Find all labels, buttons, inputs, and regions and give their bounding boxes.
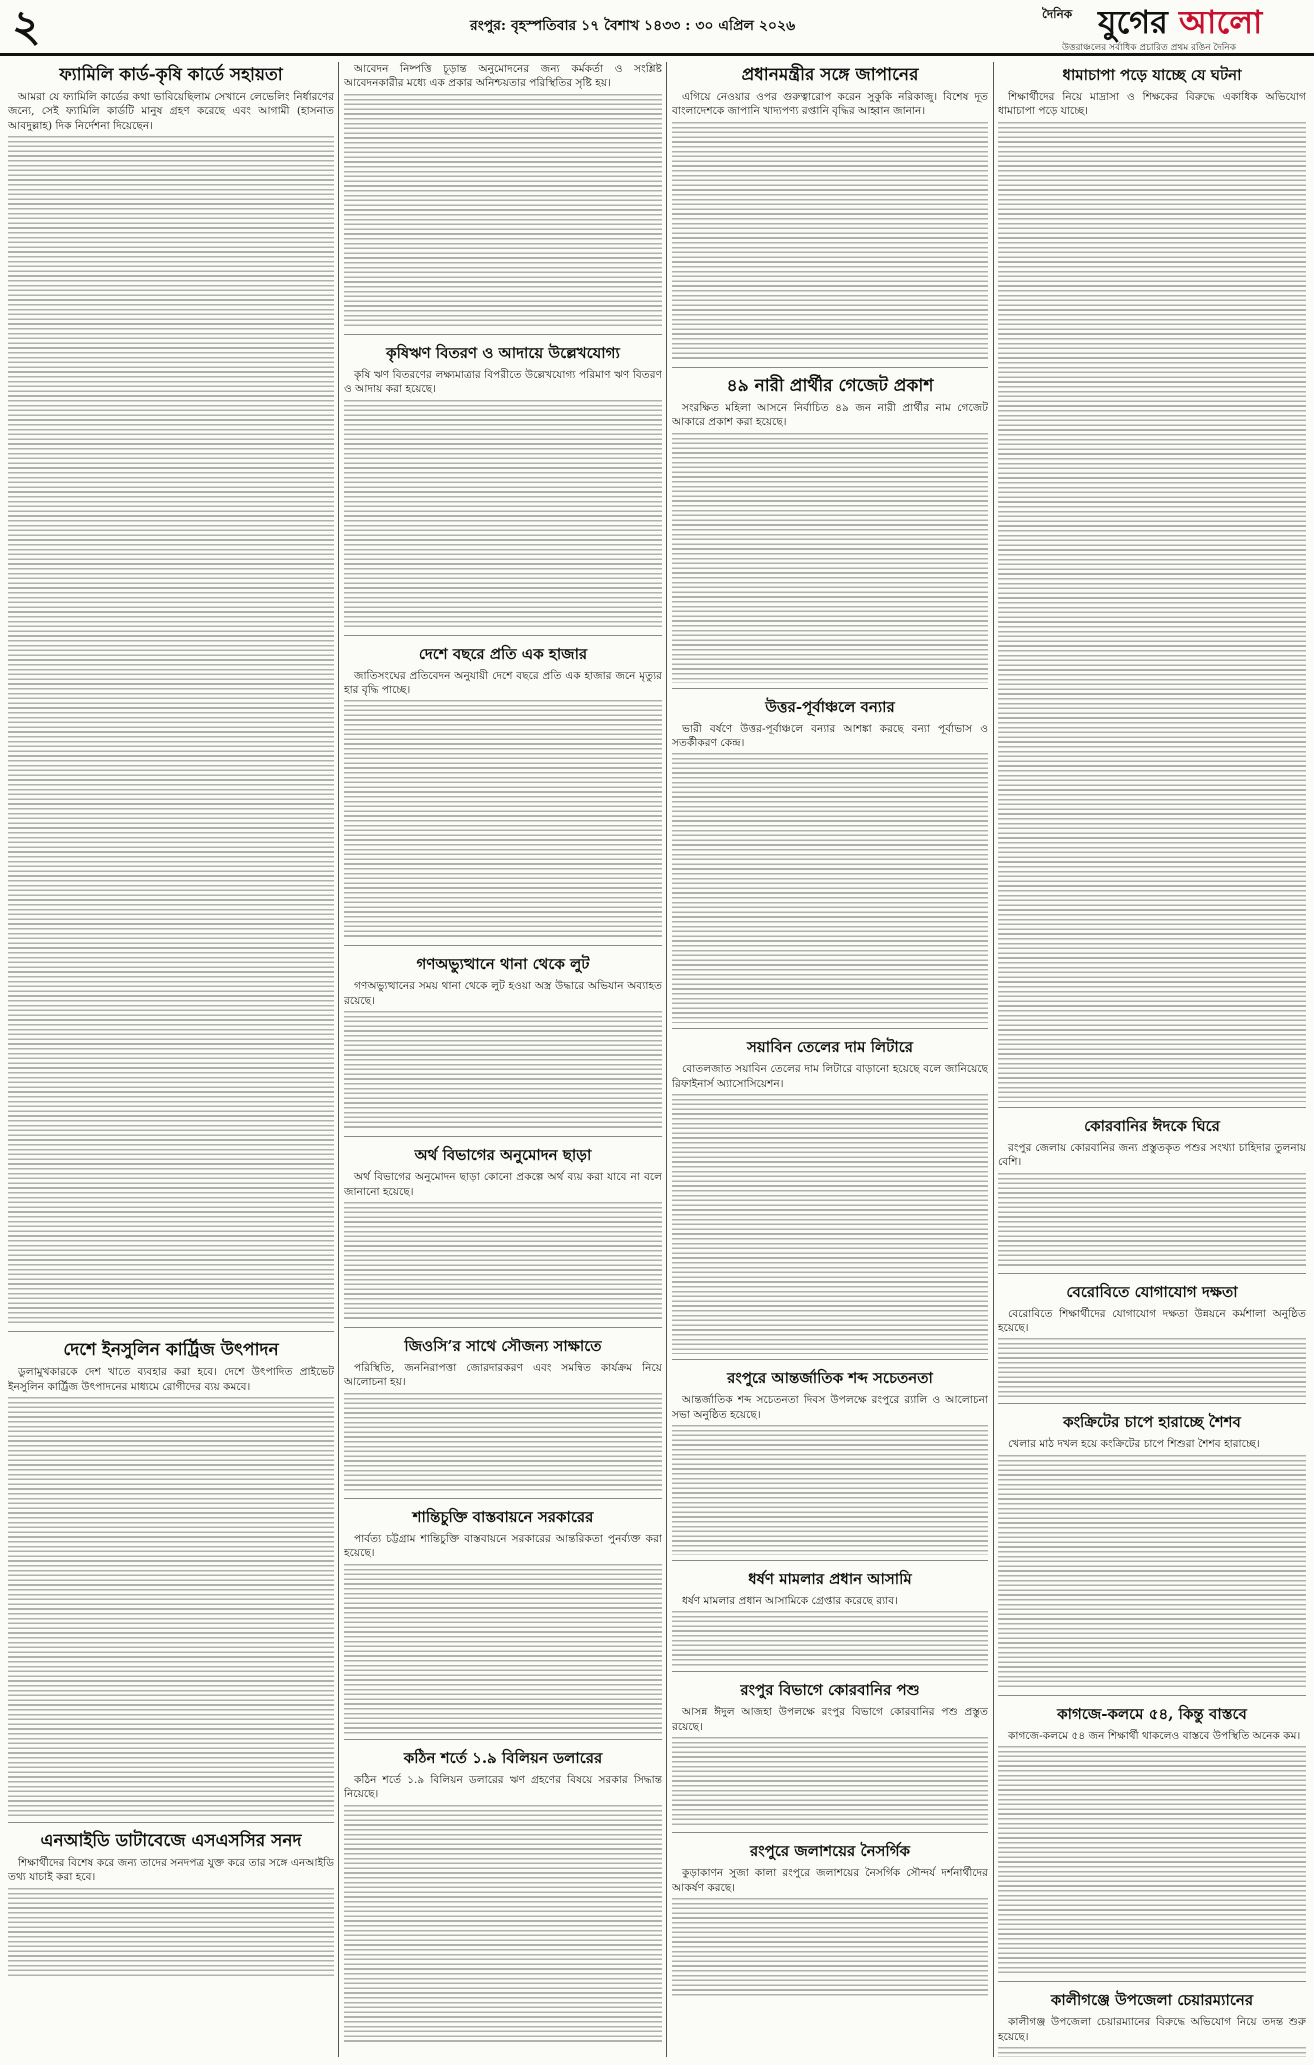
article-body — [998, 1141, 1306, 1268]
article-nid-ssc — [8, 1828, 334, 1983]
article-headline: ধামাচাপা পড়ে যাচ্ছে যে ঘটনা — [1062, 66, 1242, 84]
article-body — [344, 368, 662, 630]
article-headline: কঠিন শর্তে ১.৯ বিলিয়ন ডলারের — [403, 1748, 603, 1767]
article-kaliganj-chairman — [998, 1987, 1306, 2057]
article-headline: ফ্যামিলি কার্ড-কৃষি কার্ডে সহায়তা — [59, 65, 283, 85]
article-family-card — [8, 62, 334, 1332]
article-headline: কৃষিঋণ বিতরণ ও আদায়ে উল্লেখযোগ্য — [386, 343, 620, 362]
article-body — [344, 1170, 662, 1322]
article-body — [344, 1361, 662, 1493]
article-body — [672, 1594, 988, 1666]
article-lead: সংরক্ষিত মহিলা আসনে নির্বাচিত ৪৯ জন নারী প্রার্থীর নাম গেজেট আকারে প্রকাশ করা হয়েছে। — [672, 401, 988, 429]
article-text-lines — [998, 2047, 1306, 2057]
article-headline: দেশে বছরে প্রতি এক হাজার — [418, 644, 588, 663]
article-body — [672, 1393, 988, 1555]
article-pm-japan — [672, 62, 988, 368]
article-yearly-rate — [344, 641, 662, 947]
column-divider — [666, 62, 667, 2057]
article-lead: শিক্ষার্থীদের নিয়ে মাদ্রাসা ও শিক্ষকের বিরুদ্ধে একাধিক অভিযোগ ধামাচাপা পড়ে যাচ্ছে। — [998, 91, 1306, 118]
article-headline: ৪৯ নারী প্রার্থীর গেজেট প্রকাশ — [726, 375, 934, 396]
column-1 — [8, 62, 334, 2057]
article-agri-loan — [344, 340, 662, 636]
article-peace-accord — [344, 1504, 662, 1740]
article-headline: প্রধানমন্ত্রীর সঙ্গে জাপানের — [741, 65, 919, 85]
article-text-lines — [344, 1564, 662, 1734]
article-headline: কাগজে-কলমে ৫৪, কিন্তু বাস্তবে — [1057, 1704, 1247, 1723]
newspaper-logo — [1042, 2, 1302, 52]
article-text-lines — [998, 1746, 1306, 1976]
article-sacrificial-animals — [672, 1677, 988, 1833]
logo-wordmark — [1098, 2, 1262, 42]
article-finance-approval — [344, 1142, 662, 1328]
article-text-lines — [672, 1737, 988, 1827]
column-divider — [338, 62, 339, 2057]
article-headline: রংপুরে জলাশয়ের নৈসর্গিক — [749, 1842, 911, 1861]
column-3 — [672, 62, 988, 2057]
article-text-lines — [672, 753, 988, 1023]
article-body — [998, 1437, 1306, 1689]
dateline: রংপুর: বৃহস্পতিবার ১৭ বৈশাখ ১৪৩৩ : ৩০ এপ্রিল ২০২৬ — [470, 18, 796, 34]
article-body — [672, 1705, 988, 1827]
page-number: ২ — [12, 1, 41, 52]
article-headline: গণঅভ্যুত্থানে থানা থেকে লুট — [416, 955, 590, 974]
article-rape-case — [672, 1566, 988, 1672]
article-text-lines — [672, 122, 988, 362]
article-body — [998, 90, 1306, 1102]
article-lead: খেলার মাঠ দখল হয়ে কংক্রিটের চাপে শিশুরা শৈশব হারাচ্ছে। — [1008, 1438, 1260, 1451]
article-headline: কংক্রিটের চাপে হারাচ্ছে শৈশব — [1063, 1413, 1241, 1432]
article-lead: আসন্ন ঈদুল আজহা উপলক্ষে রংপুর বিভাগে কোরবানির পশু প্রস্তুত রয়েছে। — [672, 1706, 988, 1733]
article-text-lines — [344, 700, 662, 940]
article-text-lines — [8, 1888, 334, 1978]
article-text-lines — [344, 400, 662, 630]
article-body — [672, 722, 988, 1024]
article-text-lines — [8, 136, 334, 1326]
article-body — [344, 62, 662, 329]
logo-part-2: আলো — [1179, 3, 1263, 41]
article-headline: উত্তর-পূর্বাঞ্চলে বন্যার — [765, 697, 895, 716]
article-text-lines — [998, 1173, 1306, 1268]
column-divider — [993, 62, 994, 2057]
article-headline: ধর্ষণ মামলার প্রধান আসামি — [748, 1570, 912, 1589]
article-goc-meeting — [344, 1333, 662, 1499]
article-headline: অর্থ বিভাগের অনুমোদন ছাড়া — [414, 1146, 592, 1165]
article-text-lines — [672, 1611, 988, 1666]
article-lead: আন্তর্জাতিক শব্দ সচেতনতা দিবস উপলক্ষে রংপুরে র‍্যালি ও আলোচনা সভা অনুষ্ঠিত হয়েছে। — [672, 1394, 988, 1421]
article-headline: রংপুরে আন্তর্জাতিক শব্দ সচেতনতা — [727, 1369, 933, 1388]
article-lead: পার্বত্য চট্টগ্রাম শান্তিচুক্তি বাস্তবায়নে সরকারের আন্তরিকতা পুনর্ব্যক্ত করা হয়েছে। — [344, 1532, 662, 1560]
article-text-lines — [998, 1338, 1306, 1398]
article-text-lines — [344, 1805, 662, 2045]
article-continuation — [344, 62, 662, 335]
article-headline: বেরোবিতে যোগাযোগ দক্ষতা — [1066, 1282, 1238, 1301]
article-lead: ধর্ষণ মামলার প্রধান আসামিকে গ্রেপ্তার করেছে র‍্যাব। — [682, 1595, 898, 1608]
article-insulin — [8, 1337, 334, 1823]
article-brur-communication — [998, 1279, 1306, 1405]
article-lead: শিক্ষার্থীদের বিশেষ করে জন্য তাদের সনদপত্র যুক্ত করে তার সঙ্গে এনআইডি তথ্য যাচাই করা হবে। — [8, 1857, 334, 1884]
article-lead: ডুলামুখকারকে দেশ খাতে ব্যবহার করা হবে। দেশে উৎপাদিত প্রাইভেট ইনসুলিন কার্ট্রিজ উৎপাদনের মাধ্যমে রোগীদের ব্যয় কমবে। — [8, 1366, 334, 1393]
article-lead: অর্থ বিভাগের অনুমোদন ছাড়া কোনো প্রকল্পে অর্থ ব্যয় করা যাবে না বলে জানানো হয়েছে। — [344, 1171, 662, 1198]
article-body — [998, 1307, 1306, 1399]
article-body — [672, 401, 988, 683]
article-body — [672, 90, 988, 362]
article-text-lines — [344, 1011, 662, 1131]
article-body — [8, 1365, 334, 1817]
article-text-lines — [672, 1898, 988, 1998]
article-police-loot — [344, 951, 662, 1137]
article-lead: কাগজে-কলমে ৫৪ জন শিক্ষার্থী থাকলেও বাস্তবে উপস্থিতি অনেক কম। — [1008, 1729, 1301, 1742]
article-body — [998, 1729, 1306, 1976]
article-flood — [672, 694, 988, 1030]
article-women-gazette — [672, 373, 988, 689]
article-body — [344, 1773, 662, 2045]
article-body — [672, 1866, 988, 1998]
column-2 — [344, 62, 662, 2057]
article-lead: বেরোবিতে শিক্ষার্থীদের যোগাযোগ দক্ষতা উন্নয়নে কর্মশালা অনুষ্ঠিত হয়েছে। — [998, 1307, 1306, 1335]
article-headline: জিওসি’র সাথে সৌজন্য সাক্ষাতে — [404, 1337, 602, 1356]
article-body — [8, 1856, 334, 1978]
article-lead: রংপুর জেলায় কোরবানির জন্য প্রস্তুতকৃত পশুর সংখ্যা চাহিদার তুলনায় বেশি। — [998, 1141, 1306, 1169]
article-text-lines — [998, 122, 1306, 1102]
article-text-lines — [672, 1425, 988, 1555]
article-wetland-scenery — [672, 1838, 988, 2003]
article-headline: সয়াবিন তেলের দাম লিটারে — [747, 1038, 913, 1057]
article-lead: জাতিসংঘের প্রতিবেদন অনুযায়ী দেশে বছরে প্রতি এক হাজার জনে মৃত্যুর হার বৃদ্ধি পাচ্ছে। — [344, 669, 662, 697]
logo-part-1: যুগের — [1098, 3, 1168, 41]
article-headline: রংপুর বিভাগে কোরবানির পশু — [740, 1681, 920, 1700]
article-body — [998, 2015, 1306, 2057]
article-headline: এনআইডি ডাটাবেজে এসএসসির সনদ — [40, 1831, 302, 1852]
article-body — [344, 1532, 662, 1734]
article-text-lines — [344, 1202, 662, 1322]
article-body — [344, 669, 662, 941]
article-headline: শান্তিচুক্তি বাস্তবায়নে সরকারের — [412, 1507, 594, 1526]
article-eid-animals — [998, 1113, 1306, 1274]
article-lead: আমরা যে ফ্যামিলি কার্ডের কথা ভাবিয়েছিলাম সেখানে লেভেলিং নির্ধারণের জন্যে, সেই ফ্যামিলি কার্ডটি মানুষ গ্রহণ করেছে এবং আগামী (হাসনাত আবদুল্লাহ) দিক নির্দেশনা দিয়েছেন। — [8, 91, 334, 132]
article-lead: ভারী বর্ষণে উত্তর-পূর্বাঞ্চলে বন্যার আশঙ্কা করছে বন্যা পূর্বাভাস ও সতর্কীকরণ কেন্দ্র। — [672, 722, 988, 750]
article-lead: এগিয়ে নেওয়ার ওপর গুরুত্বারোপ করেন সুকুকি নরিকাজু। বিশেষ দূত বাংলাদেশকে জাপানি খাদ্যপণ্য রপ্তানি বৃদ্ধির আহ্বান জানান। — [672, 91, 988, 118]
article-headline: কোরবানির ঈদকে ঘিরে — [1084, 1116, 1220, 1135]
article-headline: দেশে ইনসুলিন কার্ট্রিজ উৎপাদন — [63, 1340, 279, 1361]
article-lead: কঠিন শর্তে ১.৯ বিলিয়ন ডলারের ঋণ গ্রহণের বিষয়ে সরকার সিদ্ধান্ত নিয়েছে। — [344, 1773, 662, 1801]
article-lead: আবেদন নিষ্পত্তি চূড়ান্ত অনুমোদনের জন্য কর্মকর্তা ও সংশ্লিষ্ট আবেদনকারীর মধ্যে এক প্রকার অনিশ্চয়তার পরিস্থিতির সৃষ্টি হয়। — [344, 63, 662, 90]
article-text-lines — [998, 1455, 1306, 1690]
logo-tagline: উত্তরাঞ্চলের সর্বাধিক প্রচারিত প্রথম রঙিন দৈনিক — [1062, 43, 1237, 53]
masthead — [0, 0, 1314, 56]
article-text-lines — [344, 1393, 662, 1493]
article-body — [672, 1062, 988, 1354]
article-soybean-oil — [672, 1034, 988, 1360]
article-body — [8, 90, 334, 1326]
article-suppressed-incident — [998, 62, 1306, 1108]
article-text-lines — [672, 433, 988, 683]
article-on-paper-54 — [998, 1701, 1306, 1982]
article-lead: কৃষি ঋণ বিতরণের লক্ষ্যমাত্রার বিপরীতে উল্লেখযোগ্য পরিমাণ ঋণ বিতরণ ও আদায় করা হয়েছে। — [344, 368, 662, 396]
article-lead: কালীগঞ্জ উপজেলা চেয়ারম্যানের বিরুদ্ধে অভিযোগ নিয়ে তদন্ত শুরু হয়েছে। — [998, 2016, 1306, 2043]
article-noise-awareness — [672, 1365, 988, 1561]
article-lead: কুড়াকাণন সুজা কালা রংপুরে জলাশয়ের নৈসর্গিক সৌন্দর্য দর্শনার্থীদের আকর্ষণ করছে। — [672, 1867, 988, 1894]
article-text-lines — [8, 1397, 334, 1817]
article-text-lines — [672, 1094, 988, 1354]
article-headline: কালীগঞ্জে উপজেলা চেয়ারম্যানের — [1050, 1991, 1254, 2010]
article-lead: পরিস্থিতি, জননিরাপত্তা জোরদারকরণ এবং সমন্বিত কার্যক্রম নিয়ে আলোচনা হয়। — [344, 1362, 662, 1389]
article-body — [344, 979, 662, 1131]
logo-small-text: দৈনিক — [1042, 7, 1073, 21]
article-loan-conditions — [344, 1745, 662, 2050]
article-childhood-concrete — [998, 1409, 1306, 1695]
article-lead: গণঅভ্যুত্থানের সময় থানা থেকে লুট হওয়া অস্ত্র উদ্ধারে অভিযান অব্যাহত রয়েছে। — [344, 980, 662, 1007]
column-4 — [998, 62, 1306, 2057]
article-text-lines — [344, 94, 662, 329]
article-lead: বোতলজাত সয়াবিন তেলের দাম লিটারে বাড়ানো হয়েছে বলে জানিয়েছে রিফাইনার্স অ্যাসোসিয়েশন। — [672, 1063, 988, 1090]
